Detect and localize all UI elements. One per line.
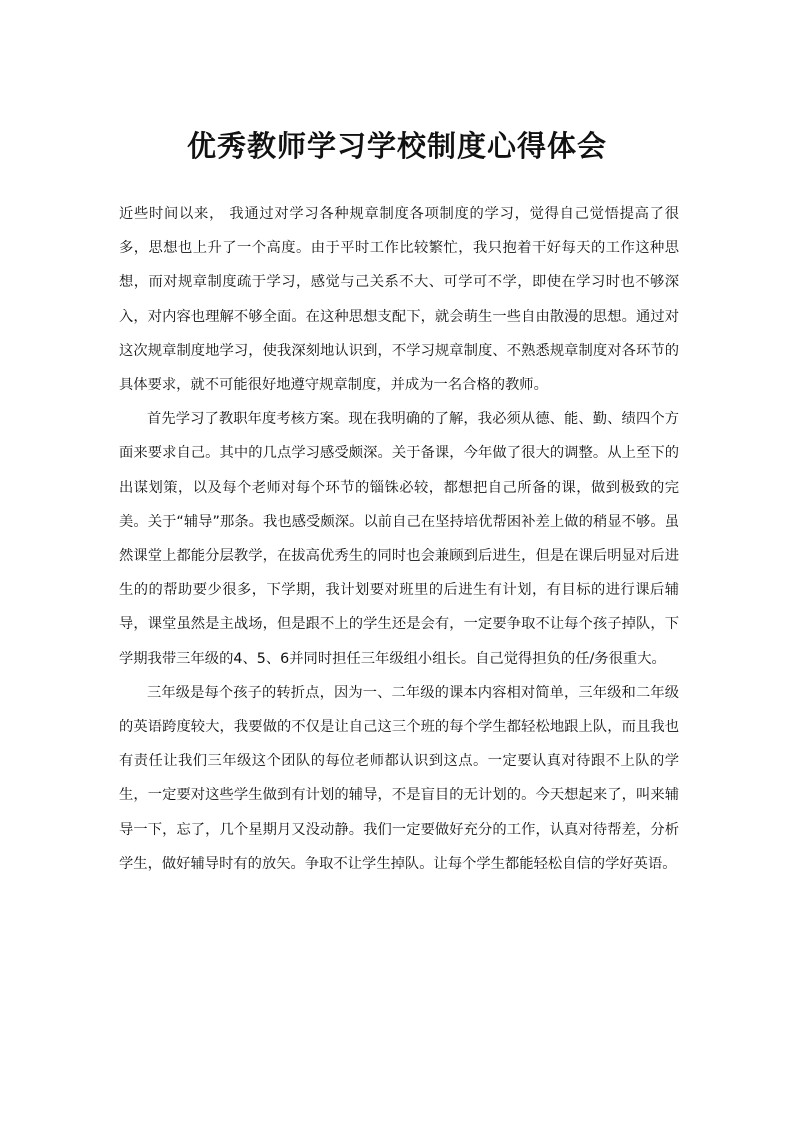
document-body	[119, 197, 679, 881]
document-title: 优秀教师学习学校制度心得体会	[186, 129, 607, 163]
paragraph-grade-three: 三年级是每个孩子的转折点，因为一、二年级的课本内容相对简单，三年级和二年级的英语跨度较大，我要做的不仅是让自己这三个班的每个学生都轻松地跟上队，而且我也有责任让我们三年级这个团队的每位老师都认识到这点。一定要认真对待跟不上队的学生，一定要对这些学生做到有计划的辅导，不是盲目的无计划的。今天想起来了，叫来辅导一下，忘了，几个星期月又没动静。我们一定要做好充分的工作，认真对待帮差，分析学生，做好辅导时有的放矢。争取不让学生掉队。让每个学生都能轻松自信的学好英语。	[119, 684, 679, 872]
paragraph-intro: 近些时间以来， 我通过对学习各种规章制度各项制度的学习，觉得自己觉悟提高了很多，思想也上升了一个高度。由于平时工作比较繁忙，我只抱着干好每天的工作这种思想，而对规章制度疏于学习，感觉与己关系不大、可学可不学，即使在学习时也不够深入，对内容也理解不够全面。在这种思想支配下，就会萌生一些自由散漫的思想。通过对这次规章制度地学习，使我深刻地认识到，不学习规章制度、不熟悉规章制度对各环节的具体要求，就不可能很好地遵守规章制度，并成为一名合格的教师。	[119, 206, 679, 394]
paragraph-assessment: 首先学习了教职年度考核方案。现在我明确的了解，我必须从德、能、勤、绩四个方面来要求自己。其中的几点学习感受颇深。关于备课，今年做了很大的调整。从上至下的出谋划策，以及每个老师对每个环节的锱铢必较，都想把自己所备的课，做到极致的完美。关于“辅导”那条。我也感受颇深。以前自己在坚持培优帮困补差上做的稍显不够。虽然课堂上都能分层教学，在拔高优秀生的同时也会兼顾到后进生，但是在课后明显对后进生的的帮助要少很多，下学期，我计划要对班里的后进生有计划，有目标的进行课后辅导，课堂虽然是主战场，但是跟不上的学生还是会有，一定要争取不让每个孩子掉队，下学期我带三年级的4、5、6并同时担任三年级组小组长。自己觉得担负的任/务很重大。	[119, 411, 679, 667]
